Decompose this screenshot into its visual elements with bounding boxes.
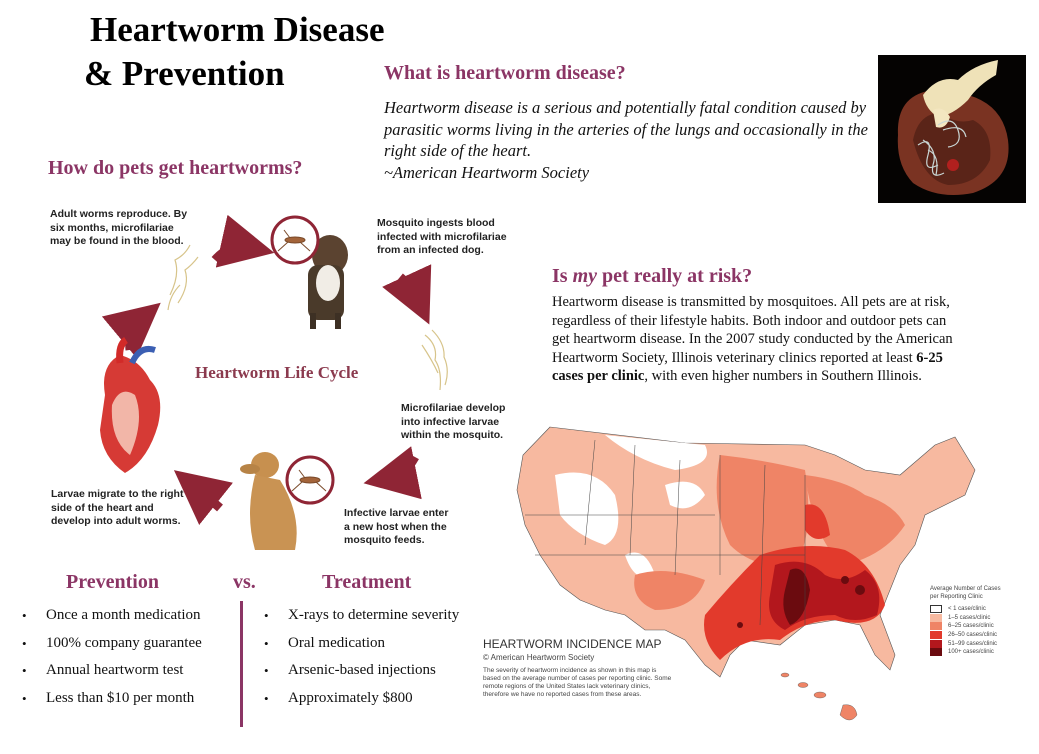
legend-item xyxy=(930,639,1010,648)
prevention-item: • 100% company guarantee xyxy=(22,630,202,658)
heartworm-life-cycle-diagram xyxy=(40,195,510,560)
risk-heading-emphasis: my xyxy=(572,265,598,287)
what-is-body: Heartworm disease is a serious and potentially fatal condition caused by parasitic worms living in the arteries of the lungs and occasionally in the right side of the heart. xyxy=(384,98,868,160)
step-adult-worms-reproduce: Adult worms reproduce. By six months, microfilariae may be found in the blood. xyxy=(50,208,188,247)
divider-line xyxy=(240,601,243,727)
map-copyright: © American Heartworm Society xyxy=(483,653,595,662)
risk-body-text: Heartworm disease is transmitted by mosquitoes. All pets are at risk, regardless of their lifestyle habits. Both indoor and outdoor pets can get heartworm disease. In the 2007 study conducted by the American Heartworm Society, Illinois veterinary clinics reported at least xyxy=(552,294,953,366)
prevention-item: • Less than $10 per month xyxy=(22,685,202,713)
treatment-item: • Approximately $800 xyxy=(264,685,459,713)
prevention-list xyxy=(22,602,202,712)
legend-swatch xyxy=(930,614,942,622)
treatment-item: • X-rays to determine severity xyxy=(264,602,459,630)
title-line-2: & Prevention xyxy=(84,54,285,93)
legend-swatch xyxy=(930,640,942,648)
step-larvae-migrate: Larvae migrate to the right side of the heart and develop into adult worms. xyxy=(51,488,184,527)
legend-label: 51–99 cases/clinic xyxy=(948,640,998,647)
legend-label: < 1 case/clinic xyxy=(948,606,986,613)
step-mosquito-ingests-blood: Mosquito ingests blood infected with microfilariae from an infected dog. xyxy=(377,217,507,256)
heartworm-incidence-map xyxy=(483,415,1039,730)
legend-label: 1–5 cases/clinic xyxy=(948,614,991,621)
microfilariae-icon xyxy=(168,245,198,310)
title-line-1: Heartworm Disease xyxy=(90,10,385,49)
step-larvae-enter-host: Infective larvae enter a new host when the mosquito feeds. xyxy=(344,507,449,546)
legend-swatch xyxy=(930,648,942,656)
risk-body xyxy=(552,293,962,386)
risk-body-tail: , with even higher numbers in Southern Illinois. xyxy=(644,368,922,384)
legend-label: 26–50 cases/clinic xyxy=(948,632,998,639)
life-cycle-title: Heartworm Life Cycle xyxy=(195,363,359,382)
legend-label: 6–25 cases/clinic xyxy=(948,623,994,630)
heart-with-heartworms-photo xyxy=(878,55,1026,203)
legend-swatch xyxy=(930,605,942,613)
page-title xyxy=(84,8,385,96)
legend-swatch xyxy=(930,631,942,639)
treatment-item: • Oral medication xyxy=(264,630,459,658)
prevention-item: • Once a month medication xyxy=(22,602,202,630)
map-legend xyxy=(930,585,1010,657)
risk-heading-post: pet really at risk? xyxy=(597,265,753,287)
risk-heading-pre: Is xyxy=(552,265,573,287)
treatment-list xyxy=(264,602,459,712)
what-is-attribution: ~American Heartworm Society xyxy=(384,162,590,182)
hawaii-islands xyxy=(781,673,857,720)
legend-item xyxy=(930,648,1010,657)
map-note: The severity of heartworm incidence as shown in this map is based on the average number of cases per reporting clinic. Some remote regions of the United States lack veterinary clinics, therefore we have no reported cases from these areas. xyxy=(483,667,672,698)
legend-item xyxy=(930,605,1010,614)
legend-item xyxy=(930,631,1010,640)
treatment-item: • Arsenic-based injections xyxy=(264,657,459,685)
new-host-dog-image xyxy=(240,452,297,550)
heart-anatomy-image xyxy=(100,340,160,473)
legend-title: Average Number of Cases per Reporting Clinic xyxy=(930,586,1001,600)
treatment-heading: Treatment xyxy=(322,571,412,593)
risk-body-highlight: 6-25 cases per clinic xyxy=(552,349,943,384)
risk-heading xyxy=(552,265,752,288)
map-title: HEARTWORM INCIDENCE MAP xyxy=(483,637,662,651)
legend-label: 100+ cases/clinic xyxy=(948,649,994,656)
what-is-heading: What is heartworm disease? xyxy=(384,62,626,84)
what-is-quote xyxy=(384,97,874,183)
legend-swatch xyxy=(930,622,942,630)
prevention-heading: Prevention xyxy=(66,571,159,593)
vs-label: vs. xyxy=(233,571,256,593)
prevention-item: • Annual heartworm test xyxy=(22,657,202,685)
step-microfilariae-develop: Microfilariae develop into infective larvae within the mosquito. xyxy=(401,402,506,441)
legend-item xyxy=(930,622,1010,631)
how-heading: How do pets get heartworms? xyxy=(48,157,303,179)
arrow-icon xyxy=(215,246,248,260)
legend-item xyxy=(930,614,1010,623)
